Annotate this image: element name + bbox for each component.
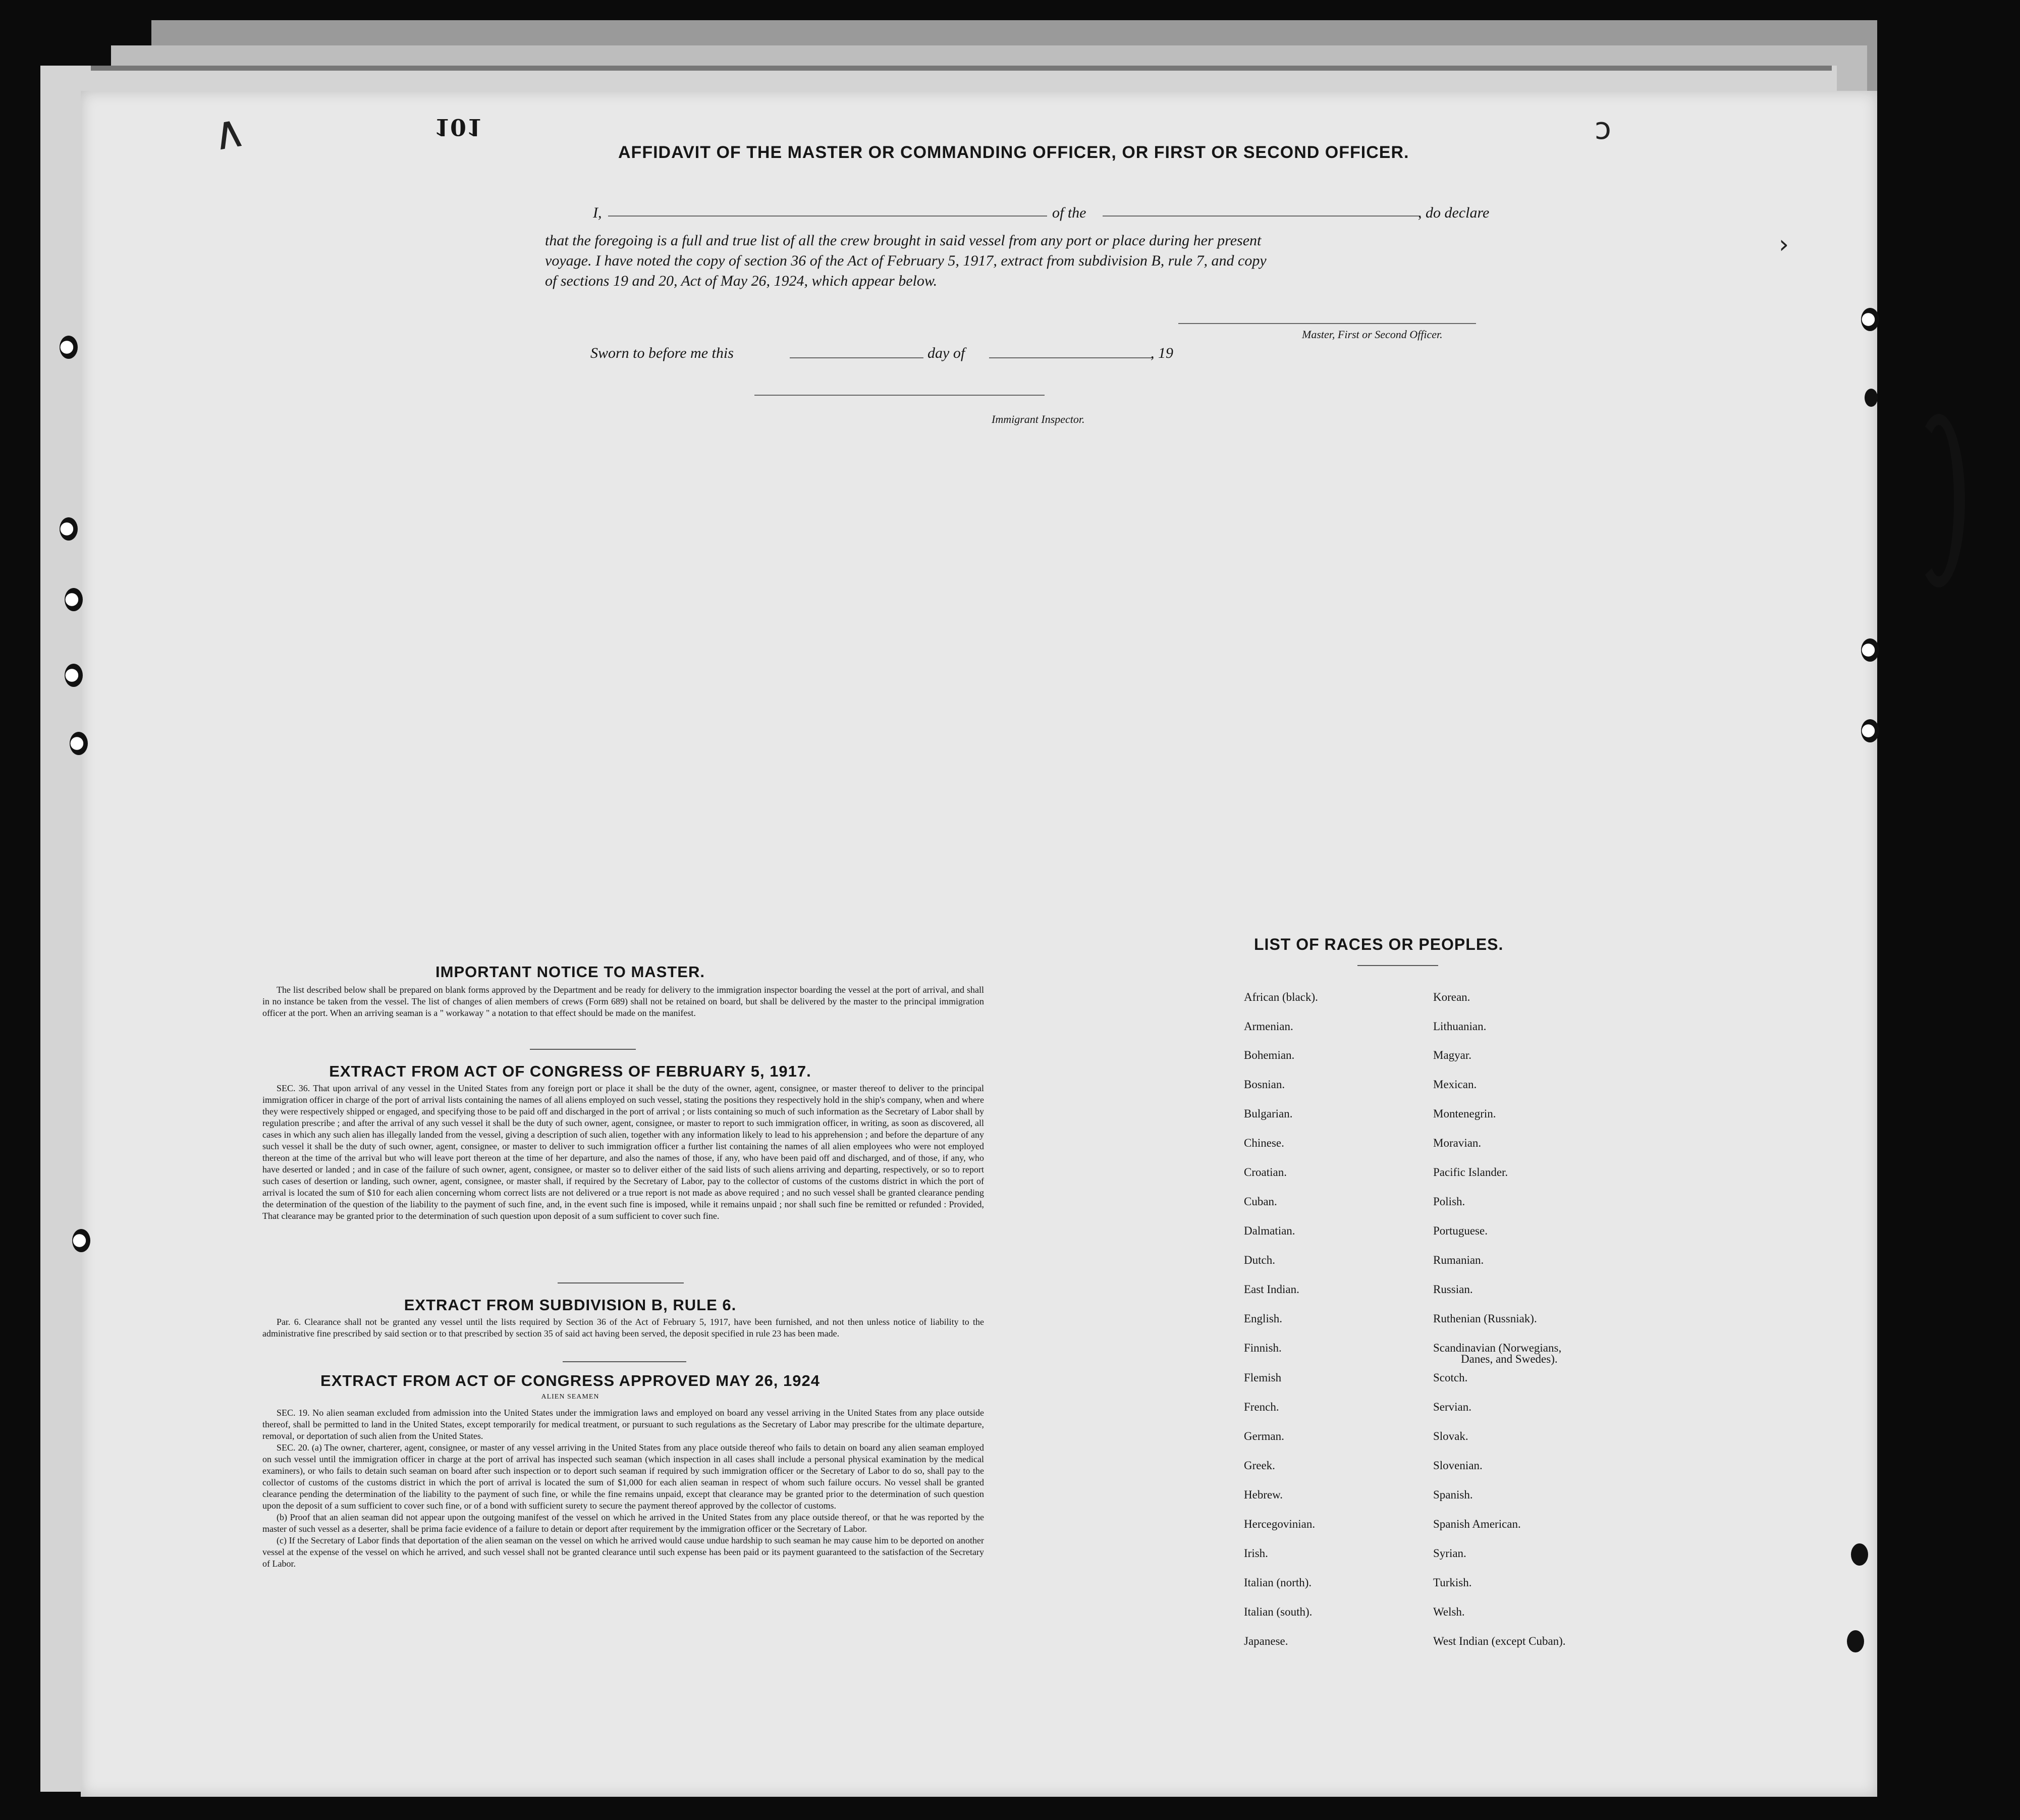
year-label: , 19 xyxy=(1151,345,1173,361)
sworn-month-line[interactable] xyxy=(989,357,1153,358)
race-item: Servian. xyxy=(1433,1401,1472,1413)
binder-hole xyxy=(65,664,83,687)
race-item: Flemish xyxy=(1244,1371,1282,1384)
race-item: Bulgarian. xyxy=(1244,1107,1293,1120)
race-item: Turkish. xyxy=(1433,1576,1472,1589)
extract-rule6-title: EXTRACT FROM SUBDIVISION B, RULE 6. xyxy=(404,1296,737,1314)
extract-rule6-paragraph: Par. 6. Clearance shall not be granted any vessel until the lists required by Section 36 of the Act of February 5, 1917, have been furnished, and not then unless notice of liability to the administrative fine prescribed by said section or to that prescribed by section 35 of said act having been served, the deposit specified in rule 23 has been made. xyxy=(262,1317,984,1339)
race-item: Spanish American. xyxy=(1433,1518,1521,1530)
race-item: African (black). xyxy=(1244,991,1318,1003)
binder-hole xyxy=(1861,308,1879,331)
master-signature-line[interactable] xyxy=(1178,323,1476,324)
extract-1917-text xyxy=(262,1083,984,1222)
race-item: Irish. xyxy=(1244,1547,1268,1560)
affidavit-title: AFFIDAVIT OF THE MASTER OR COMMANDING OFFICER, OR FIRST OR SECOND OFFICER. xyxy=(618,143,1409,162)
binder-hole xyxy=(72,1229,90,1252)
declaration-text: that the foregoing is a full and true list of all the crew brought in said vessel from any port or place during her present xyxy=(545,232,1262,249)
inspector-caption: Immigrant Inspector. xyxy=(992,413,1085,425)
day-of-label: day of xyxy=(927,345,965,361)
race-item: East Indian. xyxy=(1244,1283,1299,1296)
binder-hole xyxy=(1865,389,1878,407)
race-item: Polish. xyxy=(1433,1195,1465,1208)
race-item: Bohemian. xyxy=(1244,1049,1295,1061)
binder-hole xyxy=(60,336,78,359)
sworn-label: Sworn to before me this xyxy=(590,345,734,361)
of-the-label: of the xyxy=(1052,204,1086,221)
sec20c-paragraph: (c) If the Secretary of Labor finds that deportation of the alien seaman on the vessel on which he arrived would cause undue hardship to such seaman he may cause him to be deported on another vessel at the expense of the vessel on which he arrived, and such vessel shall not be granted clearance until such expense has been paid or its payment guaranteed to the satisfaction of the Secretary of Labor. xyxy=(262,1535,984,1569)
binder-hole xyxy=(1861,719,1879,742)
race-item: Japanese. xyxy=(1244,1635,1288,1647)
race-item: Cuban. xyxy=(1244,1195,1277,1208)
section-divider xyxy=(530,1049,636,1050)
race-item: Finnish. xyxy=(1244,1342,1282,1354)
race-item: Bosnian. xyxy=(1244,1078,1285,1091)
race-item: Russian. xyxy=(1433,1283,1473,1296)
pen-mark: › xyxy=(1779,230,1789,259)
ring-binder xyxy=(1913,414,1965,587)
inspector-signature-line[interactable] xyxy=(754,395,1045,396)
page-number: 101 xyxy=(434,114,483,141)
race-item: German. xyxy=(1244,1430,1284,1442)
race-item: Hercegovinian. xyxy=(1244,1518,1316,1530)
races-title: LIST OF RACES OR PEOPLES. xyxy=(1254,935,1504,953)
race-item: Dalmatian. xyxy=(1244,1224,1295,1237)
notice-title: IMPORTANT NOTICE TO MASTER. xyxy=(435,963,705,981)
section-divider xyxy=(558,1282,684,1283)
binder-hole xyxy=(60,517,78,541)
race-item: Slovenian. xyxy=(1433,1459,1483,1472)
race-item: Croatian. xyxy=(1244,1166,1287,1179)
pen-mark: ∧ xyxy=(207,103,250,162)
declarant-label: I, xyxy=(593,204,602,221)
master-caption: Master, First or Second Officer. xyxy=(1302,328,1443,341)
race-item: Moravian. xyxy=(1433,1137,1482,1149)
binder-hole xyxy=(1847,1630,1864,1652)
section-divider xyxy=(563,1361,686,1362)
binder-hole xyxy=(1851,1543,1868,1566)
race-item: Rumanian. xyxy=(1433,1254,1484,1266)
race-item: French. xyxy=(1244,1401,1279,1413)
binder-hole xyxy=(65,588,83,611)
race-item: Pacific Islander. xyxy=(1433,1166,1508,1179)
extract-1917-paragraph: SEC. 36. That upon arrival of any vessel in the United States from any foreign port or place it shall be the duty of the owner, agent, consignee, or master thereof to deliver to the principal immigration officer in charge of the port of arrival lists containing the names of all aliens employed on such vessel, stating the positions they respectively hold in the ship's company, when and where they were respectively shipped or engaged, and specifying those to be paid off and discharged in the port of arrival ; or lists containing so much of such information as the Secretary of Labor shall by regulation prescribe ; and after the arrival of any such vessel it shall be the duty of such owner, agent, consignee, or master to report to such immigration officer, in writing, as soon as discovered, all cases in which any such alien has illegally landed from the vessel, giving a description of such alien, together with any information likely to lead to his apprehension ; and before the departure of any such vessel it shall be the duty of such owner, agent, consignee, or master to deliver to such immigration officer a further list containing the names of all alien employees who were not employed thereon at the time of the arrival but who will leave port thereon at the time of her departure, and also the names of those, if any, who have been paid off and discharged, and of those, if any, who have deserted or landed ; and in case of the failure of such owner, agent, consignee, or master so to deliver either of the said lists of such aliens arriving and departing, respectively, or so to report such cases of desertion or landing, such owner, agent, consignee, or master shall, if required by the Secretary of Labor, pay to the collector of customs of the customs district in which the port of arrival is located the sum of $10 for each alien concerning whom correct lists are not delivered or a true report is not made as above required ; and no such vessel shall be granted clearance pending the determination of the question of the liability to the payment of such fine, and, in the event such fine is imposed, while it remains unpaid ; nor shall such fine be remitted or refunded : Provided, That clearance may be granted prior to the determination of such question upon deposit of a sum sufficient to cover such fine. xyxy=(262,1083,984,1221)
binder-hole xyxy=(1861,638,1879,662)
sec20a-paragraph: SEC. 20. (a) The owner, charterer, agent, consignee, or master of any vessel arriving in the United States from any place outside thereof who fails to detain on board any alien seaman employed on such vessel until the immigration officer in charge at the port of arrival has inspected such seaman (which inspection in all cases shall include a personal physical examination by the medical examiners), or who fails to detain such seaman on board after such inspection or to deport such seaman if required by such immigration officer or the Secretary of Labor to do so, shall pay to the collector of customs of the customs district in which the port of arrival is located the sum of $1,000 for each alien seaman in respect of whom such failure occurs. No vessel shall be granted clearance pending the determination of the liability to the payment of such fine, or while the fine remains unpaid, except that clearance may be granted prior to the determination of such question upon the deposit of a sum sufficient to cover such fine, or of a bond with sufficient surety to secure the payment thereof approved by the collector of customs. xyxy=(262,1442,984,1511)
race-item: Armenian. xyxy=(1244,1020,1293,1033)
race-item: West Indian (except Cuban). xyxy=(1433,1635,1566,1647)
sheet-edge xyxy=(91,66,1832,71)
race-item: Scotch. xyxy=(1433,1371,1468,1384)
notice-paragraph: The list described below shall be prepared on blank forms approved by the Department and be ready for delivery to the immigration inspector boarding the vessel at the port of arrival, and shall in no instance be taken from the vessel. The list of changes of alien members of crews (Form 689) shall not be retained on board, but shall be delivered by the master to the principal immigration officer at the port. When an arriving seaman is a " workaway " a notation to that effect should be made on the manifest. xyxy=(262,985,984,1018)
race-item: Spanish. xyxy=(1433,1488,1473,1501)
race-item: Italian (north). xyxy=(1244,1576,1312,1589)
race-item: Portuguese. xyxy=(1433,1224,1488,1237)
race-item: Italian (south). xyxy=(1244,1605,1313,1618)
race-item: Greek. xyxy=(1244,1459,1275,1472)
race-item: English. xyxy=(1244,1312,1283,1325)
sec20b-paragraph: (b) Proof that an alien seaman did not appear upon the outgoing manifest of the vessel on which he arrived in the United States from any place outside thereof, or that he was reported by the master of such vessel as a deserter, shall be prima facie evidence of a failure to detain or deport after requirement by the immigration officer or the Secretary of Labor. xyxy=(262,1512,984,1534)
race-item: Dutch. xyxy=(1244,1254,1275,1266)
sworn-day-line[interactable] xyxy=(790,357,923,358)
race-item: Montenegrin. xyxy=(1433,1107,1496,1120)
race-item: Slovak. xyxy=(1433,1430,1468,1442)
extract-1924-text xyxy=(262,1407,984,1570)
race-item: Scandinavian (Norwegians, xyxy=(1433,1342,1562,1354)
declarant-name-line[interactable] xyxy=(608,216,1047,217)
race-item: Lithuanian. xyxy=(1433,1020,1487,1033)
extract-rule6-text xyxy=(262,1316,984,1340)
race-item: Syrian. xyxy=(1433,1547,1466,1560)
race-item: Korean. xyxy=(1433,991,1470,1003)
race-item: Mexican. xyxy=(1433,1078,1477,1091)
declaration-text: of sections 19 and 20, Act of May 26, 1924, which appear below. xyxy=(545,273,938,289)
do-declare-label: , do declare xyxy=(1418,204,1490,221)
race-item: Magyar. xyxy=(1433,1049,1472,1061)
pen-mark: ↄ xyxy=(1595,111,1611,146)
binder-hole xyxy=(70,732,88,755)
extract-1924-title: EXTRACT FROM ACT OF CONGRESS APPROVED MAY 26, 1924 xyxy=(320,1372,820,1389)
race-item: Hebrew. xyxy=(1244,1488,1283,1501)
race-item: Welsh. xyxy=(1433,1605,1465,1618)
vessel-name-line[interactable] xyxy=(1103,216,1421,217)
declaration-text: voyage. I have noted the copy of section 36 of the Act of February 5, 1917, extract from subdivision B, rule 7, and copy xyxy=(545,252,1267,269)
race-item: Chinese. xyxy=(1244,1137,1284,1149)
race-item: Ruthenian (Russniak). xyxy=(1433,1312,1537,1325)
extract-1917-title: EXTRACT FROM ACT OF CONGRESS OF FEBRUARY 5, 1917. xyxy=(329,1062,811,1080)
extract-1924-subtitle: ALIEN SEAMEN xyxy=(541,1393,599,1401)
notice-text xyxy=(262,984,984,1019)
race-item: Danes, and Swedes). xyxy=(1461,1353,1558,1365)
section-divider xyxy=(1357,965,1438,966)
sec19-paragraph: SEC. 19. No alien seaman excluded from admission into the United States under the immigration laws and employed on board any vessel arriving in the United States from any place outside thereof, shall be permitted to land in the United States, except temporarily for medical treatment, or pursuant to such regulations as the Secretary of Labor may prescribe for the ultimate departure, removal, or deportation of such alien from the United States. xyxy=(262,1408,984,1441)
